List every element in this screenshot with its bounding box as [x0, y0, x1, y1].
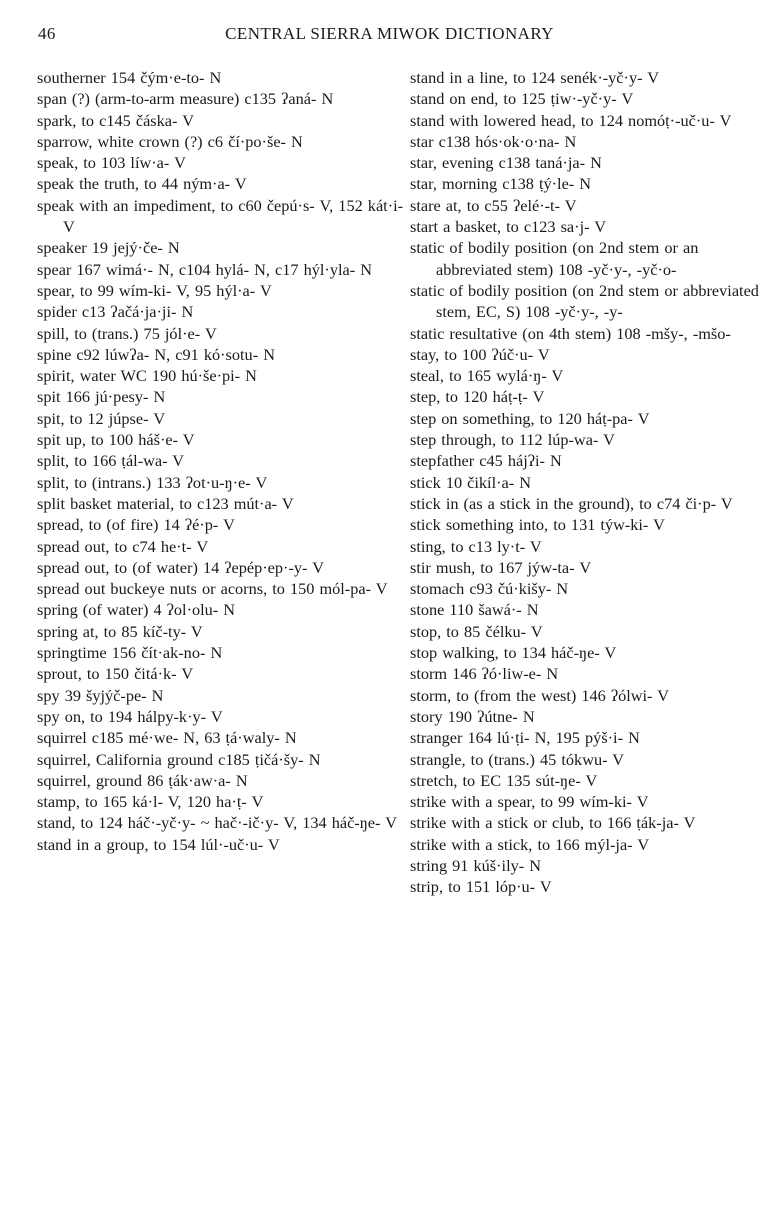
dictionary-entry: spark, to c145 čáska- V [37, 110, 194, 130]
dictionary-entry: step, to 120 háṭ-ṭ- V [410, 387, 545, 407]
dictionary-entry: spread out, to (of water) 14 ʔepép·ep·-y- V [37, 557, 324, 577]
dictionary-entry: stand, to 124 háč·-yč·y- ~ hač·-ič·y- V, 134 háč-ŋe- V [37, 813, 397, 833]
dictionary-entry: squirrel, ground 86 ṭák·aw·a- N [37, 770, 248, 790]
dictionary-entry: springtime 156 čít·ak-no- N [37, 643, 223, 663]
dictionary-entry: stand on end, to 125 ṭiw·-yč·y- V [410, 89, 634, 109]
dictionary-entry: spread out buckeye nuts or acorns, to 150 mól-pa- V [37, 579, 388, 599]
dictionary-entry: spy on, to 194 hálpy-k·y- V [37, 706, 223, 726]
dictionary-entry: stick something into, to 131 týw-ki- V [410, 515, 665, 535]
dictionary-entry: speaker 19 jejý·če- N [37, 238, 180, 258]
dictionary-entry: static of bodily position (on 2nd stem or abbreviated stem, EC, S) 108 -yč·y-, -y- [410, 280, 759, 322]
dictionary-entry: stop, to 85 čélku- V [410, 621, 543, 641]
dictionary-entry: split, to 166 ṭál-wa- V [37, 451, 185, 471]
dictionary-entry: strangle, to (trans.) 45 tókwu- V [410, 749, 625, 769]
dictionary-entry: spy 39 šyjýč-pe- N [37, 685, 164, 705]
dictionary-entry: strip, to 151 lóp·u- V [410, 877, 552, 897]
dictionary-entry: spit up, to 100 háš·e- V [37, 430, 195, 450]
dictionary-entry: stranger 164 lú·ṭi- N, 195 pýš·i- N [410, 728, 640, 748]
dictionary-entry: spit, to 12 júpse- V [37, 408, 166, 428]
dictionary-entry: spear, to 99 wím-ki- V, 95 hýl·a- V [37, 280, 272, 300]
dictionary-entry: stay, to 100 ʔúč·u- V [410, 344, 550, 364]
dictionary-entry: static resultative (on 4th stem) 108 -mšy-, -mšo- [410, 323, 731, 343]
dictionary-entry: spit 166 jú·pesy- N [37, 387, 166, 407]
dictionary-entry: stir mush, to 167 jýw-ta- V [410, 557, 592, 577]
page-number: 46 [38, 24, 56, 43]
dictionary-entry: star, evening c138 taná·ja- N [410, 153, 602, 173]
dictionary-entry: stretch, to EC 135 sút-ŋe- V [410, 770, 598, 790]
dictionary-entry: steal, to 165 wylá·ŋ- V [410, 366, 564, 386]
dictionary-entry: strike with a stick or club, to 166 ṭák-ja- V [410, 813, 696, 833]
dictionary-entry: spirit, water WC 190 hú·še·pi- N [37, 366, 257, 386]
dictionary-entry: stick in (as a stick in the ground), to c74 či·p- V [410, 493, 733, 513]
dictionary-entry: stomach c93 čú·kišy- N [410, 579, 569, 599]
dictionary-entry: step on something, to 120 háṭ-pa- V [410, 408, 650, 428]
dictionary-entry: star c138 hós·ok·o·na- N [410, 131, 577, 151]
right-column [410, 67, 776, 898]
dictionary-entry: spring (of water) 4 ʔol·olu- N [37, 600, 236, 620]
dictionary-entry: sparrow, white crown (?) c6 čí·po·še- N [37, 131, 303, 151]
dictionary-entry: stand with lowered head, to 124 nomóṭ·-uč·u- V [410, 110, 732, 130]
dictionary-entry: story 190 ʔútne- N [410, 706, 535, 726]
dictionary-entry: stepfather c45 hájʔi- N [410, 451, 562, 471]
dictionary-entry: sprout, to 150 čitá·k- V [37, 664, 194, 684]
dictionary-entry: strike with a stick, to 166 mýl-ja- V [410, 834, 650, 854]
dictionary-entry: stamp, to 165 ká·l- V, 120 ha·ṭ- V [37, 792, 264, 812]
dictionary-entry: squirrel, California ground c185 ṭičá·šy- N [37, 749, 321, 769]
dictionary-entry: spear 167 wimá·- N, c104 hylá- N, c17 hýl·yla- N [37, 259, 372, 279]
dictionary-entry: spider c13 ʔačá·ja·ji- N [37, 302, 194, 322]
dictionary-entry: split, to (intrans.) 133 ʔot·u-ŋ·e- V [37, 472, 268, 492]
dictionary-entry: split basket material, to c123 mút·a- V [37, 493, 294, 513]
dictionary-entry: sting, to c13 ly·t- V [410, 536, 542, 556]
dictionary-entry: speak with an impediment, to c60 čepú·s- V, 152 kát·i- V [37, 195, 404, 237]
dictionary-entry: stare at, to c55 ʔelé·-t- V [410, 195, 577, 215]
dictionary-entry: strike with a spear, to 99 wím-ki- V [410, 792, 649, 812]
dictionary-entry: speak the truth, to 44 ným·a- V [37, 174, 247, 194]
dictionary-entry: step through, to 112 lúp-wa- V [410, 430, 615, 450]
dictionary-entry: southerner 154 čým·e-to- N [37, 68, 222, 87]
dictionary-entry: span (?) (arm-to-arm measure) c135 ʔaná- N [37, 89, 334, 109]
dictionary-entry: speak, to 103 líw·a- V [37, 153, 186, 173]
page-header [38, 24, 741, 48]
dictionary-entry: static of bodily position (on 2nd stem or an abbreviated stem) 108 -yč·y-, -yč·o- [410, 238, 699, 279]
dictionary-entry: spring at, to 85 kíč-ty- V [37, 621, 203, 641]
left-column [37, 67, 409, 855]
dictionary-entry: start a basket, to c123 sa·j- V [410, 217, 607, 237]
dictionary-entry: stick 10 čikíl·a- N [410, 472, 532, 492]
dictionary-entry: stone 110 šawá·- N [410, 600, 539, 620]
running-title: CENTRAL SIERRA MIWOK DICTIONARY [225, 24, 554, 43]
dictionary-entry: storm, to (from the west) 146 ʔólwi- V [410, 685, 670, 705]
dictionary-entry: stand in a line, to 124 senék·-yč·y- V [410, 68, 660, 87]
dictionary-entry: spread, to (of fire) 14 ʔé·p- V [37, 515, 235, 535]
dictionary-entry: stop walking, to 134 háč-ŋe- V [410, 643, 617, 663]
dictionary-entry: squirrel c185 mé·we- N, 63 ṭá·waly- N [37, 728, 297, 748]
dictionary-entry: spill, to (trans.) 75 jól·e- V [37, 323, 217, 343]
dictionary-entry: spread out, to c74 he·t- V [37, 536, 209, 556]
dictionary-entry: storm 146 ʔó·liw-e- N [410, 664, 559, 684]
dictionary-entry: spine c92 lúwʔa- N, c91 kó·sotu- N [37, 344, 275, 364]
dictionary-entry: string 91 kúš·ily- N [410, 855, 541, 875]
dictionary-entry: stand in a group, to 154 lúl·-uč·u- V [37, 834, 280, 854]
dictionary-entry: star, morning c138 ṭý·le- N [410, 174, 592, 194]
